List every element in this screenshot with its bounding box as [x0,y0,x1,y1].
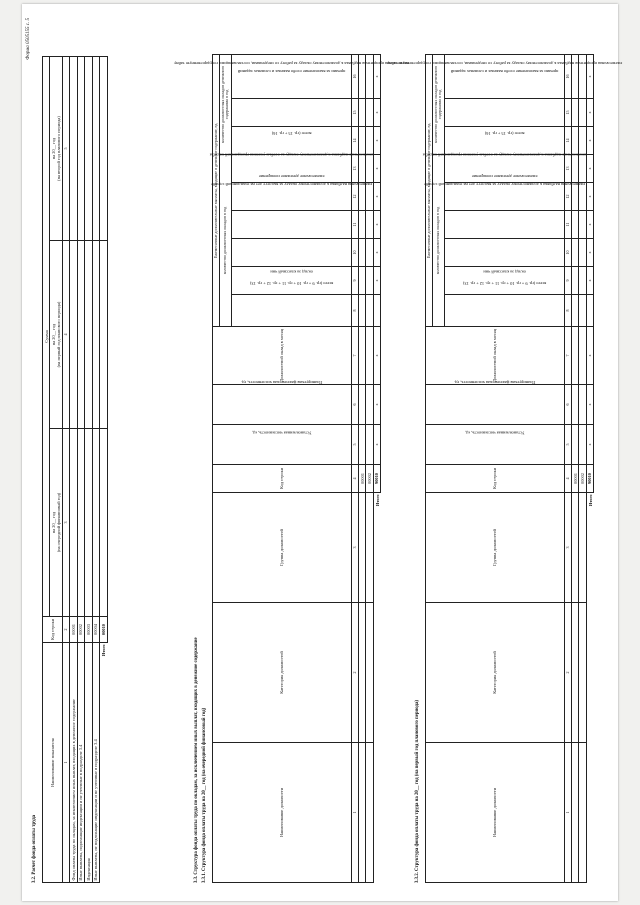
table-row [571,54,578,882]
col-number: 6 [351,385,358,425]
col-number: 5 [63,57,70,241]
col-code-header: Код строки [213,465,352,493]
row-name: Индексация [85,643,92,883]
cell [579,155,586,183]
section-3-2-title: 3.2. Расчет фонда оплаты труда [32,814,37,883]
x-mark: х [373,127,380,155]
cell [571,385,578,425]
cell [586,295,593,327]
cell [358,267,365,295]
total-row [373,54,380,882]
x-mark: х [373,425,380,465]
col-sum-header: Сумма [43,57,50,617]
col-c11-header: ежемесячная надбавка к должностному окладу за особые условия гражданской службы [231,211,351,239]
col-year2-header: на 20__ год (на первый год планового периода) [50,241,63,429]
col-group-header: Группа должностей [213,493,352,603]
cell [358,99,365,127]
col-group-header: Группа должностей [426,493,565,603]
cell [579,743,586,883]
col-number: 10 [564,239,571,267]
cell [77,241,84,429]
cell [85,57,92,241]
cell [571,211,578,239]
col-number: 9 [351,267,358,295]
cell [92,57,99,241]
cell [366,327,373,385]
cell [358,385,365,425]
section-3-3-title: 3.3. Структура фонда оплаты труда по окладам, за исключением иных выплат, входящих в денежное содержание [194,637,199,883]
cell [85,241,92,429]
cell [358,295,365,327]
cell [579,327,586,385]
col-planned-header: Планируемая фактическая численность, ед. [213,385,352,425]
cell [579,99,586,127]
x-mark: х [586,327,593,385]
col-number: 10 [351,239,358,267]
x-mark: х [586,425,593,465]
cell [92,429,99,617]
col-number: 12 [564,183,571,211]
col-number: 8 [564,295,571,327]
cell [70,241,77,429]
cell [579,239,586,267]
col-number: 4 [564,465,571,493]
row-code: 00001 [358,465,365,493]
col-total-header: всего (гр. 9 + гр. 10 + гр. 11 + гр. 12 + гр. 13) [444,295,564,327]
col-c14-header: всего (гр. 15 + гр. 16) [231,127,351,155]
x-mark: х [373,54,380,98]
col-number: 11 [351,211,358,239]
col-name-header: Наименование должности [426,743,565,883]
col-salary-header: Должностной оклад в месяц [426,327,565,385]
cell [571,155,578,183]
col-number: 9 [564,267,571,295]
cell [571,327,578,385]
x-mark: х [586,127,593,155]
col-number: 3 [351,493,358,603]
x-mark: х [373,155,380,183]
row-name: Фонд оплаты труда по окладам, за исключением иных выплат, входящих в денежное содержание [70,643,77,883]
cell [100,57,107,241]
cell [571,603,578,743]
cell [373,295,380,327]
row-code: 00002 [77,617,84,643]
col-number: 16 [351,54,358,98]
col-salary-header: Должностной оклад в месяц [213,327,352,385]
col-year1-header: на 20__ год (на очередной финансовый год) [50,429,63,617]
cell [579,267,586,295]
col-count-header: количество должностных окладов в год [432,155,444,327]
col-count-header: количество должностных окладов в год [219,155,231,327]
x-mark: х [586,385,593,425]
total-row [586,54,593,882]
col-number: 1 [351,743,358,883]
col-category-header: Категория должностей [213,603,352,743]
cell [579,425,586,465]
cell [366,425,373,465]
cell [100,429,107,617]
col-name-header: Наименование показателя [43,643,63,883]
section-3-3-1-title: 3.3.1. Структура фонда оплаты труда на 20__ год (на очередной финансовый год) [202,707,207,883]
col-c15-header: премии за выполнение особо важных и сложных заданий [444,99,564,127]
cell [358,327,365,385]
col-number: 12 [351,183,358,211]
col-number: 2 [351,603,358,743]
col-number: 7 [564,327,571,385]
fund-calc-table [42,56,108,883]
col-c11-header: ежемесячная надбавка к должностному окладу за особые условия гражданской службы [444,211,564,239]
col-number: 16 [564,54,571,98]
col-number: 4 [63,241,70,429]
cell [366,99,373,127]
col-number: 14 [351,127,358,155]
row-code: 00003 [85,617,92,643]
x-mark: х [586,155,593,183]
cell [366,127,373,155]
form-number: Форма 0505155 с. 5 [26,18,31,60]
col-number: 1 [63,643,70,883]
col-code-header: Код строки [43,617,63,643]
cell [358,155,365,183]
table-row [70,57,77,883]
cell [579,127,586,155]
cell [92,241,99,429]
cell [77,57,84,241]
rotated-sheet [22,4,623,901]
cell [77,429,84,617]
row-code: 00002 [579,465,586,493]
table-row [92,57,99,883]
col-c9-header: оклад за классный чин [444,267,564,295]
cell [571,425,578,465]
total-code: 90010 [586,465,593,493]
col-number: 2 [63,617,70,643]
col-monthly-header: Ежемесячные дополнительные выплаты, входящие в денежное содержание, ед. [426,54,433,326]
col-number: 3 [564,493,571,603]
col-c14-header: всего (гр. 15 + гр. 16) [444,127,564,155]
x-mark: х [373,183,380,211]
x-mark: х [373,385,380,425]
col-staff-header: Установленная численность, ед. [426,425,565,465]
cell [366,603,373,743]
row-name: Иные выплаты, не подлежащие индексации и не учтенные в подразделе 3.4 [92,643,99,883]
col-number: 7 [351,327,358,385]
col-number: 15 [351,99,358,127]
col-number: 6 [564,385,571,425]
col-number: 5 [351,425,358,465]
col-c12-header: ежемесячное денежное поощрение [231,183,351,211]
row-code: 00001 [70,617,77,643]
cell [358,211,365,239]
col-c12-header: ежемесячное денежное поощрение [444,183,564,211]
cell [358,743,365,883]
col-c9-header: оклад за классный чин [231,267,351,295]
col-number: 13 [564,155,571,183]
col-c13-header: ежемесячная процентная надбавка к должностному окладу за работу со сведениями, составляющими государственную тайну [444,155,564,183]
row-name: Иные выплаты, подлежащие индексации и не учтенные в подразделе 3.4 [77,643,84,883]
col-dsum-header: количество должностных окладов денежного содержания в год [219,54,231,154]
cell [579,493,586,603]
table-row [77,57,84,883]
col-c13-header: ежемесячная процентная надбавка к должностному окладу за работу со сведениями, составляющими государственную тайну [231,155,351,183]
cell [358,239,365,267]
col-c10-header: ежемесячная надбавка к должностному окладу за выслугу лет на гражданской службе [444,239,564,267]
col-planned-header: Планируемая фактическая численность, ед. [426,385,565,425]
col-c10-header: ежемесячная надбавка к должностному окладу за выслугу лет на гражданской службе [231,239,351,267]
table-row [358,54,365,882]
cell [366,493,373,603]
section-3-3-2-title: 3.3.2. Структура фонда оплаты труда на 20__ год (на первый год планового периода) [415,700,420,883]
col-number: 11 [564,211,571,239]
col-monthly-header: Ежемесячные дополнительные выплаты, входящие в денежное содержание, ед. [213,54,220,326]
x-mark: х [373,211,380,239]
col-total-header: всего (гр. 9 + гр. 10 + гр. 11 + гр. 12 + гр. 13) [231,295,351,327]
total-code: 00010 [100,617,107,643]
cell [366,211,373,239]
x-mark: х [373,327,380,385]
table-row [579,54,586,882]
x-mark: х [373,99,380,127]
col-number: 4 [351,465,358,493]
row-code: 00002 [366,465,373,493]
col-number: 1 [564,743,571,883]
total-row [100,57,107,883]
cell [366,743,373,883]
cell [358,127,365,155]
cell [100,241,107,429]
cell [366,295,373,327]
row-code: 00001 [571,465,578,493]
cell [571,493,578,603]
col-number: 13 [351,155,358,183]
cell [579,603,586,743]
col-staff-header: Установленная численность, ед. [213,425,352,465]
cell [358,603,365,743]
cell [366,239,373,267]
cell [571,295,578,327]
cell [70,429,77,617]
col-code-header: Код строки [426,465,565,493]
col-number: 8 [351,295,358,327]
table-row [366,54,373,882]
document-page [22,4,623,901]
x-mark: х [373,239,380,267]
col-number: 15 [564,99,571,127]
total-code: 90010 [373,465,380,493]
cell [70,57,77,241]
cell [366,155,373,183]
cell [358,425,365,465]
col-year3-header: на 20__ год (на второй год планового периода) [50,57,63,241]
cell [358,493,365,603]
col-name-header: Наименование должности [213,743,352,883]
total-label: Итого [100,644,106,657]
x-mark: х [586,239,593,267]
table-row [85,57,92,883]
cell [571,743,578,883]
col-dsum-header: количество должностных окладов денежного содержания в год [432,54,444,154]
col-number: 14 [564,127,571,155]
x-mark: х [586,99,593,127]
cell [571,127,578,155]
cell [571,267,578,295]
x-mark: х [586,267,593,295]
cell [579,211,586,239]
col-number: 2 [564,603,571,743]
col-number: 5 [564,425,571,465]
col-c15-header: премии за выполнение особо важных и сложных заданий [231,99,351,127]
row-code: 00004 [92,617,99,643]
x-mark: х [586,183,593,211]
total-label: Итого [374,494,380,507]
col-category-header: Категория должностей [426,603,565,743]
cell [85,429,92,617]
x-mark: х [586,54,593,98]
cell [579,295,586,327]
cell [579,385,586,425]
x-mark: х [586,211,593,239]
cell [571,99,578,127]
cell [366,267,373,295]
col-number: 3 [63,429,70,617]
cell [366,385,373,425]
total-label: Итого [587,494,593,507]
cell [571,239,578,267]
x-mark: х [373,267,380,295]
